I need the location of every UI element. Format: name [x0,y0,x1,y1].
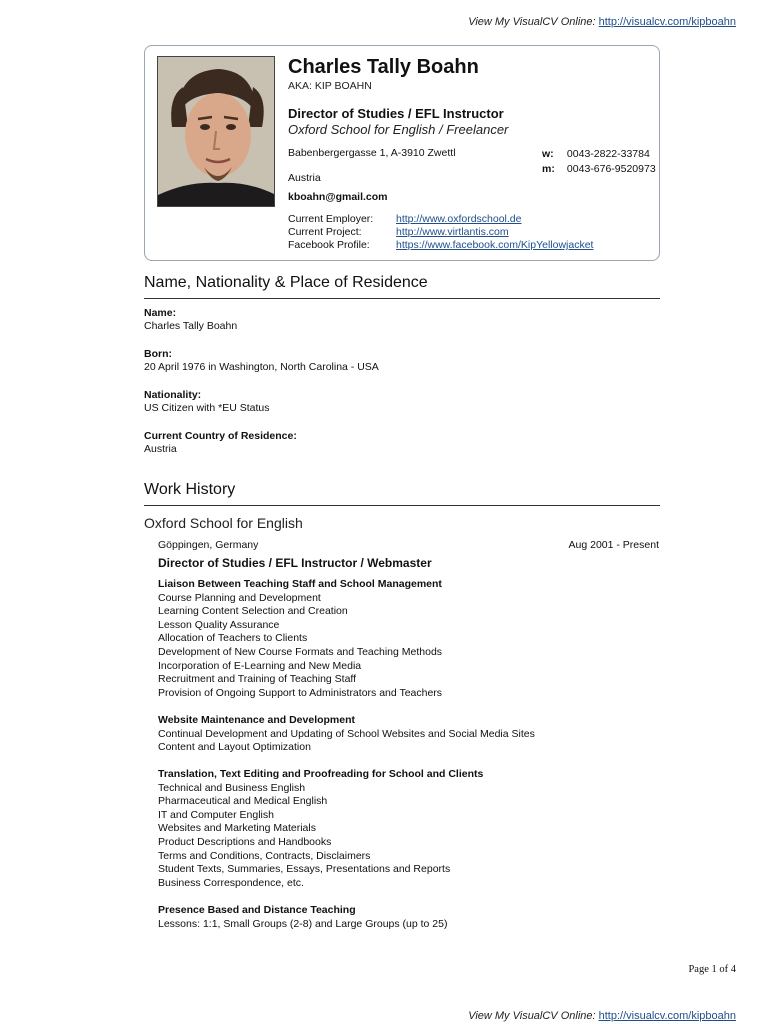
profile-country: Austria [288,172,321,184]
list-item: Recruitment and Training of Teaching Staff [158,673,357,686]
list-item: Terms and Conditions, Contracts, Disclaimers [158,849,371,862]
link-employer[interactable]: http://www.oxfordschool.de [396,213,522,225]
duty-group-heading: Presence Based and Distance Teaching [158,904,356,916]
top-banner-label: View My VisualCV Online: [468,16,596,28]
list-item: Product Descriptions and Handbooks [158,835,332,848]
list-item: Provision of Ongoing Support to Administrators and Teachers [158,686,443,699]
list-item: Websites and Marketing Materials [158,822,316,835]
work-dates: Aug 2001 - Present [568,539,659,551]
link-employer-label: Current Employer: [288,213,374,225]
bottom-banner-label: View My VisualCV Online: [468,1010,596,1022]
field-residence [144,430,297,456]
duty-group-heading: Translation, Text Editing and Proofreading for School and Clients [158,768,484,780]
work-location: Göppingen, Germany [158,539,259,551]
link-row-employer [288,213,593,226]
list-item: Incorporation of E-Learning and New Media [158,659,362,672]
profile-title: Director of Studies / EFL Instructor [288,106,504,121]
section-rule-personal [144,298,660,299]
top-visualcv-banner [468,16,736,28]
duty-group-translation [158,768,483,890]
phone-mobile-value: 0043-676-9520973 [566,163,656,175]
duty-group-teaching [158,904,447,931]
list-item: IT and Computer English [158,808,274,821]
top-visualcv-link[interactable]: http://visualcv.com/kipboahn [598,16,736,28]
list-item: Lessons: 1:1, Small Groups (2-8) and Large Groups (up to 25) [158,917,448,930]
bottom-visualcv-banner [468,1010,736,1022]
field-born [144,348,379,374]
list-item: Student Texts, Summaries, Essays, Presentations and Reports [158,863,451,876]
field-residence-value: Austria [144,443,177,455]
section-title-work: Work History [144,481,236,498]
list-item: Learning Content Selection and Creation [158,605,348,618]
field-born-value: 20 April 1976 in Washington, North Carolina - USA [144,361,379,373]
section-rule-work [144,505,660,506]
profile-photo [157,56,275,207]
work-job-title: Director of Studies / EFL Instructor / Webmaster [158,556,432,570]
portrait-icon [158,57,275,207]
phone-work-label: w: [542,148,554,160]
profile-name: Charles Tally Boahn [288,56,479,78]
field-name-label: Name: [144,307,177,319]
duty-group-liaison [158,578,442,700]
list-item: Lesson Quality Assurance [158,618,280,631]
field-nationality-label: Nationality: [144,389,202,401]
field-born-label: Born: [144,348,172,360]
field-nationality-value: US Citizen with *EU Status [144,402,270,414]
link-project-label: Current Project: [288,226,362,238]
field-residence-label: Current Country of Residence: [144,430,297,442]
duty-group-heading: Website Maintenance and Development [158,714,356,726]
phone-list [542,147,656,177]
profile-aka: AKA: KIP BOAHN [288,80,372,92]
link-row-project [288,226,593,239]
link-row-facebook [288,239,593,252]
phone-mobile-label: m: [542,163,555,175]
duty-group-heading: Liaison Between Teaching Staff and School Management [158,578,442,590]
phone-mobile [542,162,656,177]
profile-email[interactable]: kboahn@gmail.com [288,191,388,203]
list-item: Course Planning and Development [158,591,321,604]
field-name [144,307,237,333]
page-number: Page 1 of 4 [688,964,736,975]
profile-header-card [144,45,660,261]
field-nationality [144,389,269,415]
field-name-value: Charles Tally Boahn [144,320,238,332]
list-item: Content and Layout Optimization [158,741,311,754]
link-facebook-label: Facebook Profile: [288,239,370,251]
profile-address: Babenbergergasse 1, A-3910 Zwettl [288,147,456,159]
list-item: Business Correspondence, etc. [158,876,304,889]
duty-group-website [158,714,535,755]
link-facebook[interactable]: https://www.facebook.com/KipYellowjacket [396,239,594,251]
list-item: Continual Development and Updating of School Websites and Social Media Sites [158,727,535,740]
list-item: Allocation of Teachers to Clients [158,632,308,645]
phone-work-value: 0043-2822-33784 [566,148,650,160]
list-item: Development of New Course Formats and Teaching Methods [158,645,443,658]
profile-organization: Oxford School for English / Freelancer [288,122,509,137]
list-item: Pharmaceutical and Medical English [158,795,328,808]
work-company: Oxford School for English [144,515,303,531]
section-title-personal: Name, Nationality & Place of Residence [144,274,428,291]
bottom-visualcv-link[interactable]: http://visualcv.com/kipboahn [598,1010,736,1022]
list-item: Technical and Business English [158,781,306,794]
profile-links [288,213,593,252]
phone-work [542,147,656,162]
link-project[interactable]: http://www.virtlantis.com [396,226,509,238]
